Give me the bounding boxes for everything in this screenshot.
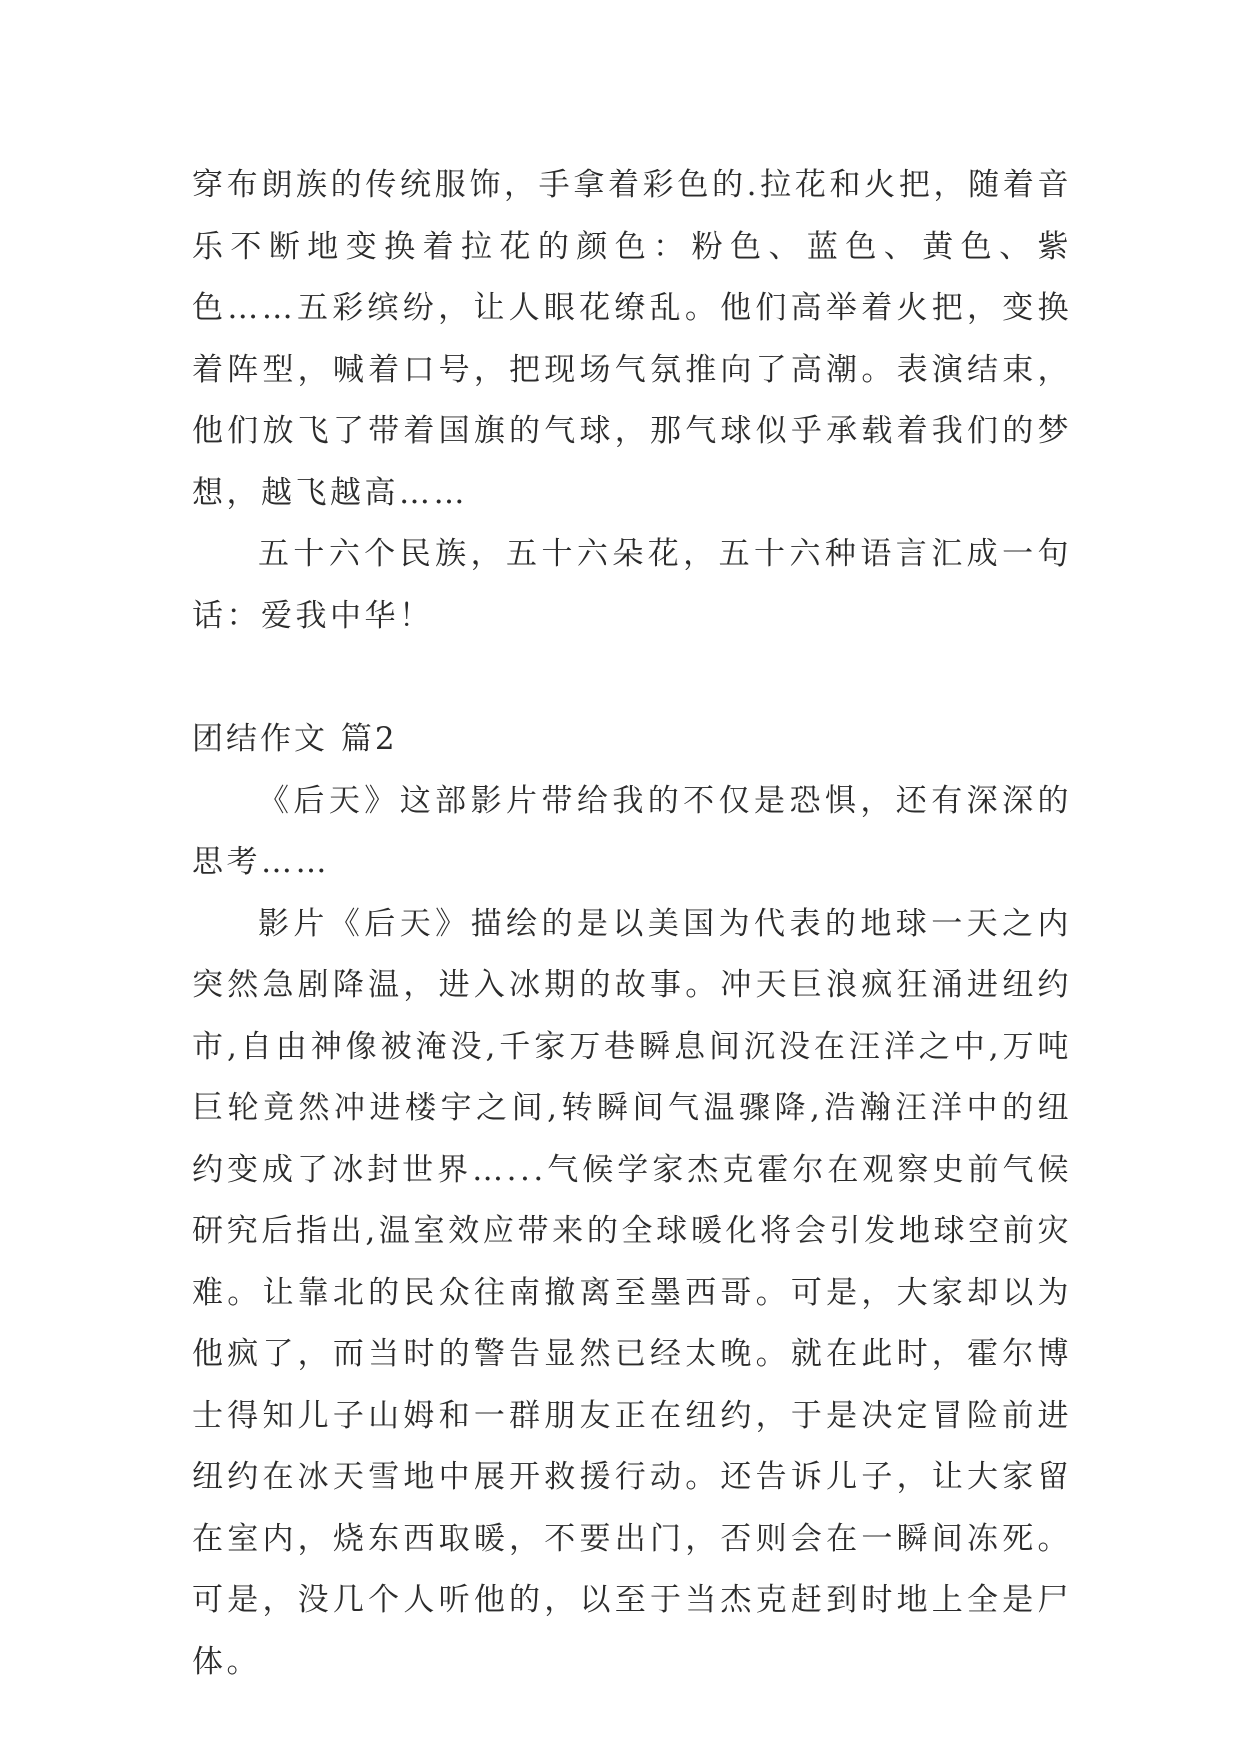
document-body [192,155,1072,1693]
body-paragraph: 影片《后天》描绘的是以美国为代表的地球一天之内突然急剧降温，进入冰期的故事。冲天巨浪疯狂涌进纽约市,自由神像被淹没,千家万巷瞬息间沉没在汪洋之中,万吨巨轮竟然冲进楼宇之间,转瞬间气温骤降,浩瀚汪洋中的纽约变成了冰封世界…...气候学家杰克霍尔在观察史前气候研究后指出,温室效应带来的全球暖化将会引发地球空前灾难。让靠北的民众往南撤离至墨西哥。可是，大家却以为他疯了，而当时的警告显然已经太晚。就在此时，霍尔博士得知儿子山姆和一群朋友正在纽约，于是决定冒险前进纽约在冰天雪地中展开救援行动。还告诉儿子，让大家留在室内，烧东西取暖，不要出门，否则会在一瞬间冻死。可是，没几个人听他的，以至于当杰克赶到时地上全是尸体。 [192,905,1072,1680]
section-spacer [192,647,1072,709]
section-heading: 团结作文 篇2 [192,721,398,757]
intro-paragraph: 《后天》这部影片带给我的不仅是恐惧，还有深深的思考…… [192,782,1072,880]
paragraph-continued: 穿布朗族的传统服饰，手拿着彩色的.拉花和火把，随着音乐不断地变换着拉花的颜色：粉色、蓝色、黄色、紫色……五彩缤纷，让人眼花缭乱。他们高举着火把，变换着阵型，喊着口号，把现场气氛推向了高潮。表演结束，他们放飞了带着国旗的气球，那气球似乎承载着我们的梦想，越飞越高…… [192,167,1072,511]
closing-paragraph: 五十六个民族，五十六朵花，五十六种语言汇成一句话：爱我中华！ [192,536,1072,634]
